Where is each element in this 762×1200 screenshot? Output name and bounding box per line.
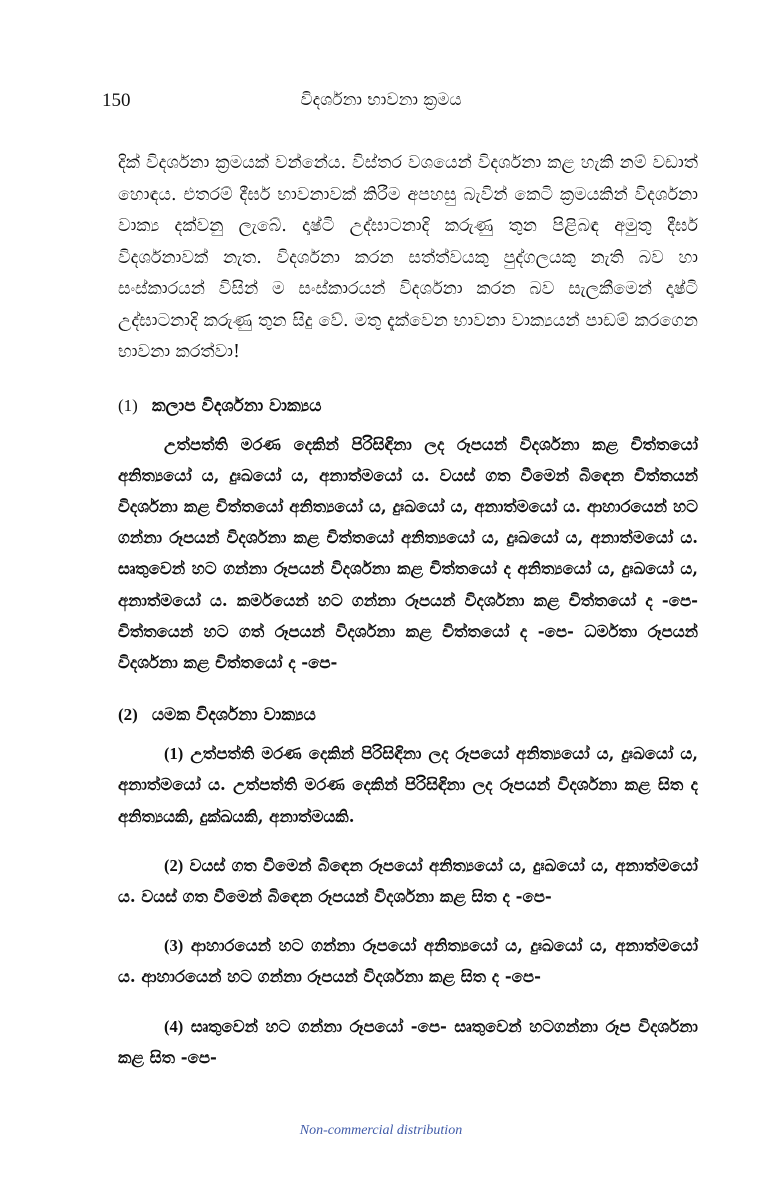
running-title: විදර්ශනා භාවනා ක්‍රමය	[300, 90, 462, 110]
intro-paragraph: දික් විදර්ශනා ක්‍රමයක් වන්නේය. විස්තර වශයෙන් විදර්ශනා කළ හැකි නම් වඩාත් හොඳය. එතරම් දීර්ඝ භාවනාවක් කිරීම අපහසු බැවින් කෙටි ක්‍රමයකින් විදර්ශනා වාක්‍ය දක්වනු ලැබේ. දෘෂ්ටි උද්ඝාටනාදි කරුණු තුන පිළිබඳ අමුතු දීර්ඝ විදර්ශනාවක් නැත. විදර්ශනා කරන සත්ත්වයකු පුද්ගලයකු නැති බව හා සංස්කාරයන් විසින් ම සංස්කාරයන් විදර්ශනා කරන බව සැලකීමෙන් දෘෂ්ටි උද්ඝාටනාදි කරුණු තුන සිදු වේ. මතු දැක්වෙන භාවනා වාක්‍යයන් පාඩම් කරගෙන භාවනා කරත්වා!	[118, 153, 698, 362]
item-number: (3)	[164, 936, 184, 956]
item-number: (1)	[164, 744, 184, 764]
section-paragraph: උත්පත්ති මරණ දෙකින් පිරිසිඳිනා ලද රූපයන් විදර්ශනා කළ චිත්තයෝ අනිත්‍යයෝ ය, දුඃඛයෝ ය, අනාත්මයෝ ය. වයස් ගත වීමෙන් බිඳෙන චිත්තයන් විදර්ශනා කළ චිත්තයෝ අනිත්‍යයෝ ය, දුඃඛයෝ ය, අනාත්මයෝ ය. ආහාරයෙන් හට ගන්නා රූපයන් විදර්ශනා කළ චිත්තයෝ අනිත්‍යයෝ ය, දුඃඛයෝ ය, අනාත්මයෝ ය. සෘතුවෙන් හට ගන්නා රූපයන් විදර්ශනා කළ චිත්තයෝ ද අනිත්‍යයෝ ය, දුඃඛයෝ ය, අනාත්මයෝ ය. කර්මයෙන් හට ගන්නා රූපයන් විදර්ශනා කළ චිත්තයෝ ද -පෙ- චිත්තයෙන් හට ගත් රූපයන් විදර්ශනා කළ චිත්තයෝ ද -පෙ- ධර්මතා රූපයන් විදර්ශනා කළ චිත්තයෝ ද -පෙ-	[118, 434, 698, 672]
list-item	[118, 1011, 698, 1073]
item-text: වයස් ගත වීමෙන් බිඳෙන රූපයෝ අනිත්‍යයෝ ය, දුඃඛයෝ ය, අනාත්මයෝ ය. වයස් ගත වීමෙන් බිඳෙන රූපයන් විදර්ශනා කළ සිත ද -පෙ-	[118, 855, 698, 906]
section-yamaka	[118, 700, 698, 1073]
section-heading	[118, 700, 698, 730]
section-title: යමක විදර්ශනා වාක්‍යය	[151, 705, 316, 726]
list-item	[118, 738, 698, 832]
section-number: (2)	[118, 705, 138, 725]
list-item	[118, 850, 698, 912]
section-kalapa	[118, 391, 698, 679]
section-heading	[118, 391, 698, 421]
distribution-note: Non-commercial distribution	[299, 1123, 463, 1138]
section-title: කලාප විදර්ශනා වාක්‍යය	[151, 395, 322, 416]
page-body	[118, 148, 698, 1091]
intro-block	[118, 148, 698, 369]
page-number: 150	[102, 90, 131, 111]
item-text: උත්පත්ති මරණ දෙකින් පිරිසිඳිනා ලද රූපයෝ අනිත්‍යයෝ ය, දුඃඛයෝ ය, අනාත්මයෝ ය. උත්පත්ති මරණ දෙකින් පිරිසිඳිනා ලද රූපයන් විදර්ශනා කළ සිත ද අනිත්‍යයකි, දුක්ඛයකි, අනාත්මයකි.	[118, 744, 698, 826]
item-text: සෘතුවෙන් හට ගන්නා රූපයෝ -පෙ- සෘතුවෙන් හටගන්නා රූප විදර්ශනා කළ සිත -පෙ-	[118, 1016, 698, 1067]
list-item	[118, 930, 698, 992]
item-number: (4)	[164, 1016, 184, 1036]
section-number: (1)	[118, 395, 138, 415]
item-text: ආහාරයෙන් හට ගන්නා රූපයෝ අනිත්‍යයෝ ය, දුඃඛයෝ ය, අනාත්මයෝ ය. ආහාරයෙන් හට ගන්නා රූපයන් විදර්ශනා කළ සිත ද -පෙ-	[118, 936, 699, 987]
item-number: (2)	[164, 855, 184, 875]
